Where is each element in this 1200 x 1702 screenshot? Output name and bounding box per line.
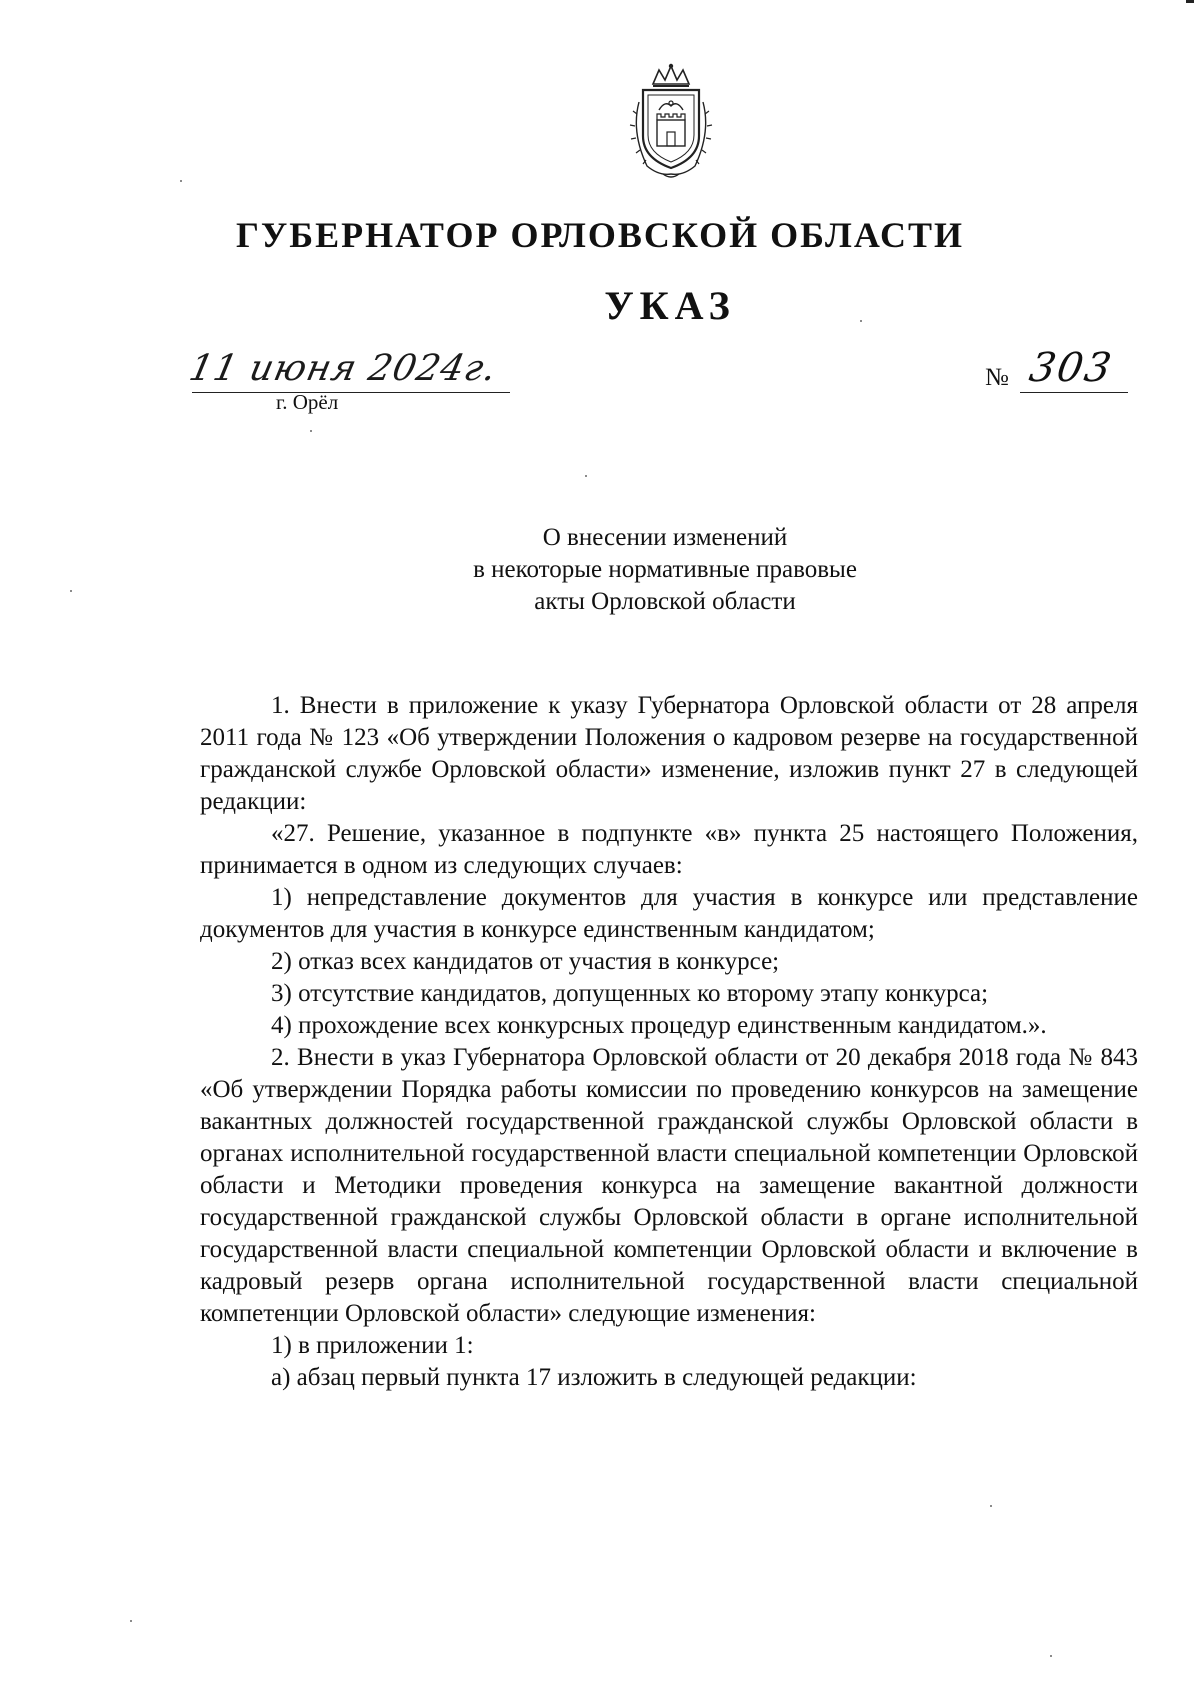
handwritten-number: 303 — [1025, 345, 1117, 391]
body-paragraph: 4) прохождение всех конкурсных процедур единственным кандидатом.». — [271, 1012, 1047, 1039]
document-type: УКАЗ — [604, 283, 736, 328]
body-paragraph: 2) отказ всех кандидатов от участия в конкурсе; — [271, 948, 780, 975]
body-paragraph: 2. Внести в указ Губернатора Орловской области от 20 декабря 2018 года № 843 «Об утверждении Порядка работы комиссии по проведению конкурсов на замещение вакантных должностей государственной гражданской службы Орловской области в органах исполнительной государственной власти специальной компетенции Орловской области и Методики проведения конкурса на замещение вакантной должности государственной гражданской службы Орловской области в органе исполнительной государственной власти специальной компетенции Орловской области и включение в кадровый резерв органа исполнительной государственной власти специальной компетенции Орловской области» следующие изменения: — [200, 1044, 1138, 1327]
scan-speck — [1050, 1655, 1052, 1657]
body-paragraph: 3) отсутствие кандидатов, допущенных ко второму этапу конкурса; — [271, 980, 989, 1007]
date-underline — [192, 392, 510, 393]
scan-speck — [585, 475, 587, 477]
scan-speck — [990, 1505, 992, 1507]
scan-edge-mark — [1186, 0, 1194, 3]
subject-line: в некоторые нормативные правовые — [473, 556, 857, 583]
orel-oblast-coat-of-arms-icon — [625, 62, 717, 180]
body-paragraph: 1) непредставление документов для участия в конкурсе или представление документов для участия в конкурсе единственным кандидатом; — [200, 884, 1138, 943]
body-paragraph: а) абзац первый пункта 17 изложить в следующей редакции: — [271, 1364, 917, 1391]
handwritten-date: 11 июня 2024г. — [185, 348, 501, 389]
document-subject — [0, 522, 1200, 618]
issuer-title: ГУБЕРНАТОР ОРЛОВСКОЙ ОБЛАСТИ — [235, 215, 965, 255]
body-paragraph: «27. Решение, указанное в подпункте «в» пункта 25 настоящего Положения, принимается в одном из следующих случаев: — [200, 820, 1138, 879]
subject-line: акты Орловской области — [534, 588, 796, 615]
body-paragraph: 1. Внести в приложение к указу Губернатора Орловской области от 28 апреля 2011 года № 123 «Об утверждении Положения о кадровом резерве на государственной гражданской службе Орловской области» изменение, изложив пункт 27 в следующей редакции: — [200, 692, 1138, 815]
scan-speck — [70, 590, 72, 592]
body-paragraph: 1) в приложении 1: — [271, 1332, 474, 1359]
subject-line: О внесении изменений — [542, 524, 788, 551]
scan-speck — [130, 1620, 132, 1622]
scan-speck — [310, 430, 312, 432]
number-underline — [1020, 392, 1128, 393]
issue-city: г. Орёл — [276, 390, 339, 414]
document-body — [200, 690, 1138, 1394]
number-label: № — [985, 364, 1009, 391]
scan-speck — [860, 320, 862, 322]
scan-speck — [180, 180, 182, 182]
